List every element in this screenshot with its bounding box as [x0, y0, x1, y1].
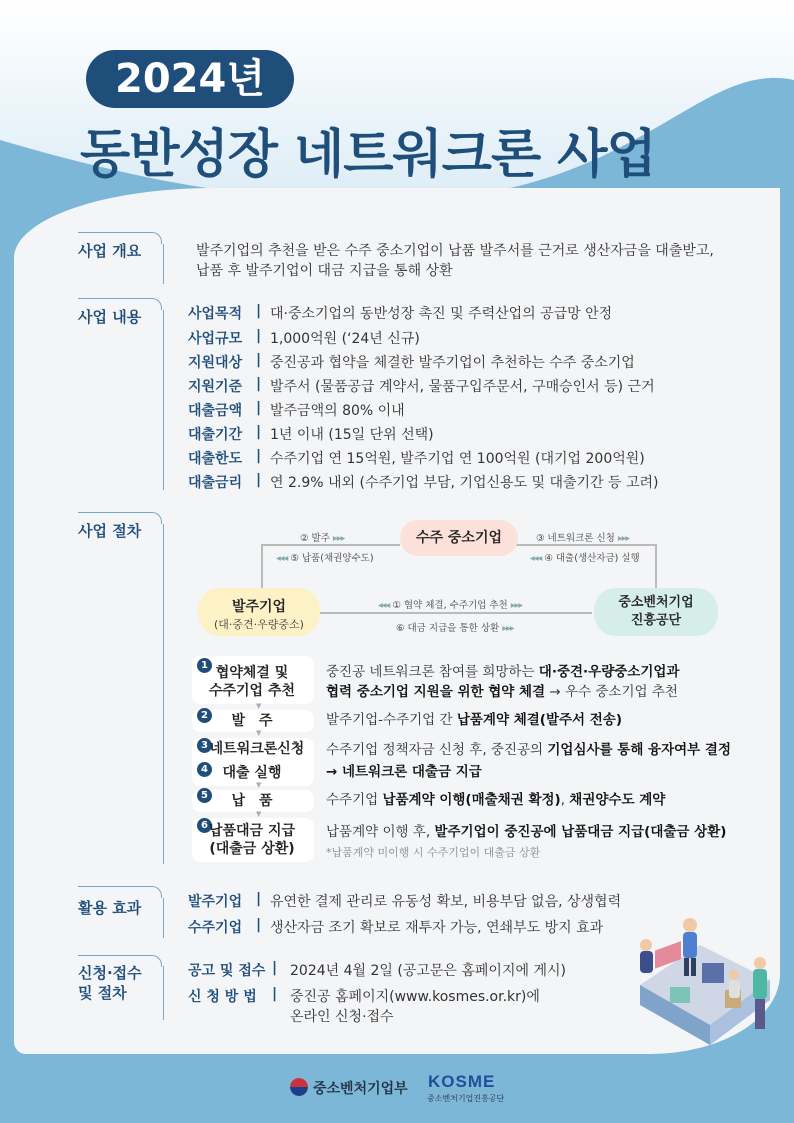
step-desc — [326, 682, 678, 702]
arrow-order — [300, 530, 344, 544]
separator: | — [256, 400, 262, 416]
arrow-order-label: ② 발주 — [300, 533, 330, 544]
content-value-scale: 1,000억원 (‘24년 신규) — [270, 331, 420, 347]
step-desc-strong: 기업심사를 통해 융자여부 결정 — [547, 742, 732, 758]
node-buyer — [198, 588, 320, 636]
section-overview-heading: 사업 개요 — [78, 242, 142, 260]
business-people-illustration — [610, 905, 780, 1055]
apply-value-notice: 2024년 4월 2일 (공고문은 홈페이지에 게시) — [290, 963, 566, 979]
step-desc-strong: 대·중견·우량중소기업과 — [538, 664, 680, 680]
arrow-loan — [530, 550, 640, 564]
step-number: 4 — [197, 762, 212, 777]
effects-label-supplier: 수주기업 — [188, 920, 243, 936]
section-procedure-heading: 사업 절차 — [78, 522, 142, 540]
year-badge: 2024년 — [86, 50, 294, 108]
apply-label-notice: 공고 및 접수 — [188, 963, 266, 979]
step-number: 1 — [197, 658, 212, 673]
step-desc — [326, 662, 679, 682]
ministry-logo-icon — [289, 1077, 309, 1097]
arrow-agreement — [378, 597, 522, 611]
step-desc-text: 수주기업 — [326, 792, 383, 808]
step-desc-text: , — [560, 792, 570, 808]
section-apply-heading: 신청·접수 — [78, 964, 142, 982]
chevron-left-icon: ◂◂◂ — [530, 553, 542, 564]
overview-line-2: 납품 후 발주기업이 대금 지급을 통해 상환 — [196, 263, 453, 279]
step-desc — [326, 740, 731, 760]
chevron-right-icon: ▸▸▸ — [332, 533, 345, 544]
step-desc — [326, 762, 482, 782]
separator: | — [256, 376, 262, 392]
arrow-delivery — [276, 550, 374, 564]
separator: | — [272, 986, 278, 1002]
apply-label-method: 신 청 방 법 — [188, 989, 257, 1005]
section-bracket — [158, 310, 164, 490]
step-number: 5 — [197, 788, 212, 803]
content-label-target: 지원대상 — [188, 355, 243, 371]
step-title: 네트워크론신청 — [209, 741, 305, 757]
separator: | — [256, 917, 262, 933]
chevron-left-icon: ◂◂◂ — [276, 553, 288, 564]
down-arrow-icon: ▼ — [256, 702, 262, 710]
arrow-repay — [396, 620, 514, 634]
separator: | — [256, 303, 262, 319]
step-desc-strong: 발주기업이 중진공에 납품대금 지급(대출금 상환) — [434, 824, 727, 840]
chevron-right-icon: ▸▸▸ — [502, 623, 514, 634]
step-desc — [326, 790, 665, 810]
separator: | — [256, 328, 262, 344]
step-title: 대출 실행 — [222, 765, 282, 781]
overview-line-1: 발주기업의 추천을 받은 수주 중소기업이 납품 발주서를 근거로 생산자금을 대출받고, — [196, 243, 714, 259]
apply-value-method: 중진공 홈페이지(www.kosmes.or.kr)에 — [290, 989, 540, 1005]
content-label-period: 대출기간 — [188, 427, 243, 443]
kosme-logo: KOSME — [428, 1072, 496, 1091]
section-effects-heading: 활용 효과 — [78, 899, 142, 917]
step-desc-strong: → 네트워크론 대출금 지급 — [326, 764, 482, 780]
footer — [0, 1058, 794, 1123]
content-label-scale: 사업규모 — [188, 331, 243, 347]
node-supplier: 수주 중소기업 — [400, 520, 518, 556]
step-desc-text: → 우수 중소기업 추천 — [545, 684, 678, 700]
effects-label-buyer: 발주기업 — [188, 894, 243, 910]
content-value-period: 1년 이내 (15일 단위 선택) — [270, 427, 434, 443]
content-label-limit: 대출한도 — [188, 451, 243, 467]
arrow-agreement-label: ① 협약 체결, 수주기업 추천 — [392, 600, 508, 611]
content-value-limit: 수주기업 연 15억원, 발주기업 연 100억원 (대기업 200억원) — [270, 451, 645, 467]
step-desc-text: 납품계약 이행 후, — [326, 824, 435, 840]
step-title: 납품대금 지급 (대출금 상환) — [208, 823, 296, 857]
content-label-criteria: 지원기준 — [188, 379, 243, 395]
step-title: 발 주 — [231, 713, 273, 729]
chevron-right-icon: ▸▸▸ — [510, 600, 523, 611]
section-content-heading: 사업 내용 — [78, 308, 142, 326]
content-value-amount: 발주금액의 80% 이내 — [270, 403, 405, 419]
apply-value-method-2: 온라인 신청·접수 — [290, 1009, 394, 1025]
step-desc-strong: 채권양수도 계약 — [569, 792, 666, 808]
step-desc — [326, 822, 726, 842]
section-bracket — [158, 966, 164, 1020]
arrow-delivery-label: ⑤ 납품(채권양수도) — [290, 553, 374, 564]
ministry-name: 중소벤처기업부 — [313, 1081, 408, 1097]
step-desc-strong: 협력 중소기업 지원을 위한 협약 체결 — [326, 684, 546, 700]
section-apply-heading-2: 및 절차 — [78, 984, 127, 1002]
chevron-right-icon: ▸▸▸ — [617, 533, 630, 544]
content-value-criteria: 발주서 (물품공급 계약서, 물품구입주문서, 구매승인서 등) 근거 — [270, 379, 655, 395]
kosme-name: 중소벤처기업진흥공단 — [427, 1094, 505, 1103]
step-desc — [326, 710, 622, 730]
step-desc-text: 수주기업 정책자금 신청 후, 중진공의 — [326, 742, 548, 758]
separator: | — [256, 424, 262, 440]
arrow-loan-label: ④ 대출(생산자금) 실행 — [544, 553, 640, 564]
chevron-left-icon: ◂◂◂ — [378, 600, 390, 611]
content-label-rate: 대출금리 — [188, 475, 243, 491]
section-bracket — [158, 524, 164, 864]
step-number: 3 — [197, 738, 212, 753]
content-value-rate: 연 2.9% 내외 (수주기업 부담, 기업신용도 및 대출기간 등 고려) — [270, 475, 659, 491]
down-arrow-icon: ▼ — [256, 810, 262, 818]
arrow-apply — [536, 530, 629, 544]
step-desc-strong: 납품계약 체결(발주서 전송) — [456, 712, 623, 728]
step-desc-strong: 납품계약 이행(매출채권 확정) — [382, 792, 561, 808]
separator: | — [256, 472, 262, 488]
node-buyer-title: 발주기업 — [231, 599, 287, 615]
separator: | — [256, 448, 262, 464]
step-number: 2 — [197, 708, 212, 723]
step-desc-text: 중진공 네트워크론 참여를 희망하는 — [326, 664, 539, 680]
content-label-purpose: 사업목적 — [188, 306, 243, 322]
step-title: 납 품 — [231, 793, 273, 809]
effects-value-buyer: 유연한 결제 관리로 유동성 확보, 비용부담 없음, 상생협력 — [270, 894, 622, 910]
step-number: 6 — [197, 818, 212, 833]
node-buyer-sub: (대·중견·우량중소) — [214, 618, 304, 631]
effects-value-supplier: 생산자금 조기 확보로 재투자 가능, 연쇄부도 방지 효과 — [270, 920, 604, 936]
section-bracket — [158, 898, 164, 938]
content-value-purpose: 대·중소기업의 동반성장 촉진 및 주력산업의 공급망 안정 — [270, 306, 613, 322]
down-arrow-icon: ▼ — [256, 729, 262, 737]
page-title: 동반성장 네트워크론 사업 — [80, 125, 656, 185]
step-note: *납품계약 미이행 시 수주기업이 대출금 상환 — [326, 846, 541, 859]
step-desc-text: 발주기업-수주기업 간 — [326, 712, 457, 728]
section-bracket — [158, 244, 164, 284]
separator: | — [272, 960, 278, 976]
down-arrow-icon: ▼ — [256, 781, 262, 789]
content-label-amount: 대출금액 — [188, 403, 243, 419]
arrow-repay-label: ⑥ 대금 지급을 통한 상환 — [396, 623, 500, 634]
step-title: 협약체결 및 수주기업 추천 — [208, 665, 296, 699]
content-value-target: 중진공과 협약을 체결한 발주기업이 추천하는 수주 중소기업 — [270, 355, 635, 371]
separator: | — [256, 891, 262, 907]
separator: | — [256, 352, 262, 368]
node-kosme: 중소벤처기업 진흥공단 — [594, 588, 718, 636]
arrow-apply-label: ③ 네트워크론 신청 — [536, 533, 615, 544]
